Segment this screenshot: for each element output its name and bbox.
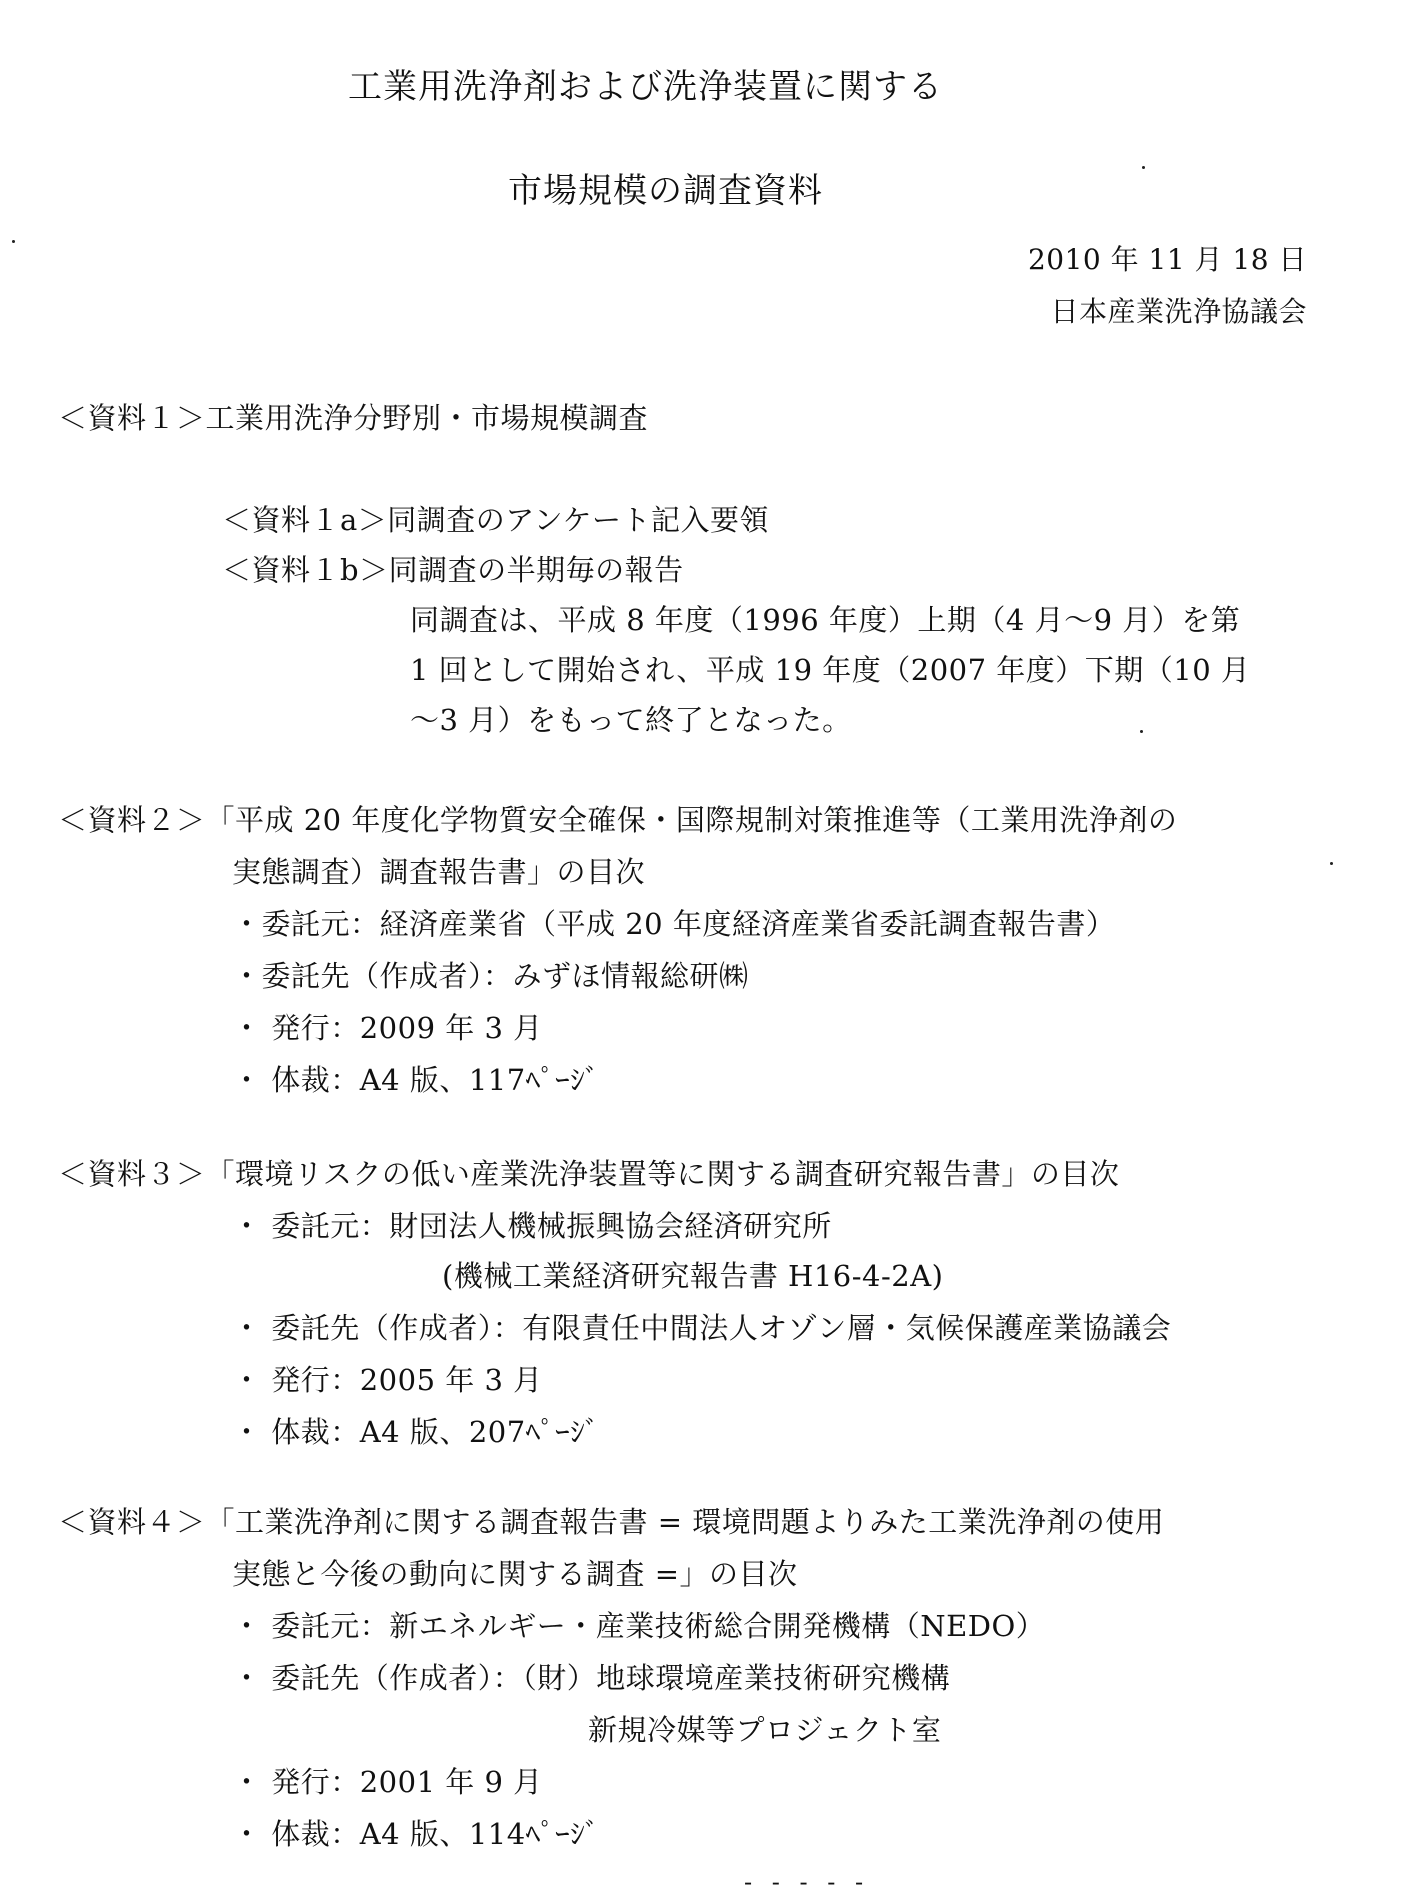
- scan-speck: [1330, 862, 1333, 865]
- section2-commissioner: ・委託元：経済産業省（平成 20 年度経済産業省委託調査報告書）: [232, 907, 1116, 941]
- section1-note-line1: 同調査は、平成 8 年度（1996 年度）上期（4 月～9 月）を第: [410, 603, 1241, 637]
- document-date: 2010 年 11 月 18 日: [1027, 243, 1307, 276]
- section2-heading-line1: ＜資料２＞「平成 20 年度化学物質安全確保・国際規制対策推進等（工業用洗浄剤の: [58, 803, 1178, 837]
- scan-speck: [1140, 730, 1143, 733]
- section4-heading-line1: ＜資料４＞「工業洗浄剤に関する調査報告書 = 環境問題よりみた工業洗浄剤の使用: [58, 1505, 1165, 1539]
- section3-contractor: ・ 委託先（作成者）：有限責任中間法人オゾン層・気候保護産業協議会: [232, 1311, 1172, 1345]
- section4-format: ・ 体裁：A4 版、114ﾍﾟｰｼﾞ: [232, 1817, 600, 1851]
- section4-published: ・ 発行：2001 年 9 月: [232, 1765, 543, 1799]
- document-title-line1: 工業用洗浄剤および洗浄装置に関する: [348, 67, 943, 107]
- section2-heading-line2: 実態調査）調査報告書」の目次: [232, 855, 646, 889]
- section3-heading: ＜資料３＞「環境リスクの低い産業洗浄装置等に関する調査研究報告書」の目次: [58, 1157, 1120, 1191]
- section4-heading-line2: 実態と今後の動向に関する調査 =」の目次: [232, 1557, 798, 1591]
- section2-format: ・ 体裁：A4 版、117ﾍﾟｰｼﾞ: [232, 1063, 600, 1097]
- section1-heading: ＜資料１＞工業用洗浄分野別・市場規模調査: [58, 401, 649, 435]
- section3-published: ・ 発行：2005 年 3 月: [232, 1363, 543, 1397]
- section2-published: ・ 発行：2009 年 3 月: [232, 1011, 543, 1045]
- section2-contractor: ・委託先（作成者）：みずほ情報総研㈱: [232, 959, 749, 993]
- scan-speck: [1142, 166, 1145, 169]
- section3-commissioner-note: (機械工業経済研究報告書 H16-4-2A): [442, 1259, 944, 1293]
- section1-sub-b: ＜資料１b＞同調査の半期毎の報告: [222, 553, 684, 587]
- section4-contractor-note: 新規冷媒等プロジェクト室: [588, 1713, 942, 1747]
- section1-note-line2: 1 回として開始され、平成 19 年度（2007 年度）下期（10 月: [410, 653, 1251, 687]
- section4-contractor: ・ 委託先（作成者）：（財）地球環境産業技術研究機構: [232, 1661, 951, 1695]
- document-title-line2: 市場規模の調査資料: [508, 171, 823, 211]
- section4-commissioner: ・ 委託元：新エネルギー・産業技術総合開発機構（NEDO）: [232, 1609, 1046, 1643]
- section3-format: ・ 体裁：A4 版、207ﾍﾟｰｼﾞ: [232, 1415, 600, 1449]
- section1-note-line3: ～3 月）をもって終了となった。: [410, 703, 852, 737]
- footer-dashes: - - - - -: [744, 1868, 870, 1896]
- scan-speck: [12, 240, 15, 243]
- document-organization: 日本産業洗浄協議会: [1050, 295, 1307, 328]
- section3-commissioner: ・ 委託元：財団法人機械振興協会経済研究所: [232, 1209, 832, 1243]
- section1-sub-a: ＜資料１a＞同調査のアンケート記入要領: [222, 503, 770, 537]
